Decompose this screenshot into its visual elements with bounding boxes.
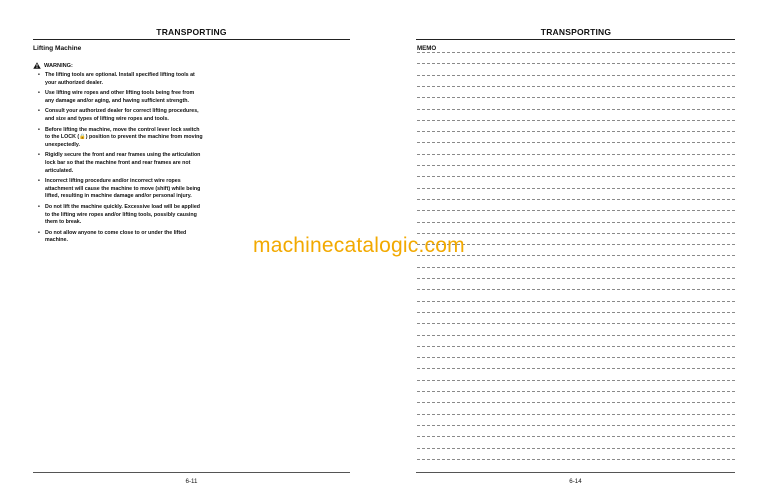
memo-line — [417, 312, 735, 313]
warning-item: • Do not lift the machine quickly. Excessive load will be applied to the lifting wire ropes and/or lifting tools, possibly causing them to break. — [38, 203, 201, 226]
memo-line — [417, 131, 735, 132]
warning-item: • The lifting tools are optional. Install specified lifting tools at your authorized dealer. — [38, 72, 195, 86]
memo-line — [417, 402, 735, 403]
bullet: • — [38, 152, 40, 159]
memo-line — [417, 357, 735, 358]
memo-line — [417, 222, 735, 223]
memo-line — [417, 120, 735, 121]
warning-triangle-icon — [33, 62, 41, 69]
memo-line — [417, 63, 735, 64]
memo-line — [417, 75, 735, 76]
memo-line — [417, 289, 735, 290]
footer-divider — [33, 472, 350, 473]
memo-line — [417, 335, 735, 336]
memo-line — [417, 391, 735, 392]
memo-line — [417, 97, 735, 98]
title-divider — [416, 39, 735, 40]
memo-line — [417, 142, 735, 143]
memo-line — [417, 109, 735, 110]
title-divider — [33, 39, 350, 40]
memo-line — [417, 323, 735, 324]
memo-line — [417, 52, 735, 53]
memo-line — [417, 165, 735, 166]
memo-line — [417, 86, 735, 87]
memo-line — [417, 448, 735, 449]
page-number: 6-14 — [569, 478, 582, 485]
memo-line — [417, 414, 735, 415]
memo-line — [417, 301, 735, 302]
subheading: Lifting Machine — [33, 45, 82, 52]
memo-lines — [417, 52, 735, 464]
warning-item: • Use lifting wire ropes and other lifting tools being free from any damage and/or aging, and having sufficient strength. — [38, 90, 195, 104]
warning-header — [33, 62, 73, 69]
watermark: machinecatalogic.com — [253, 234, 465, 257]
memo-line — [417, 199, 735, 200]
memo-line — [417, 176, 735, 177]
memo-line — [417, 210, 735, 211]
memo-line — [417, 459, 735, 460]
footer-divider — [416, 472, 735, 473]
memo-line — [417, 425, 735, 426]
warning-label: WARNING: — [44, 62, 73, 69]
section-title: TRANSPORTING — [540, 27, 612, 37]
memo-line — [417, 188, 735, 189]
warning-list — [38, 72, 203, 248]
memo-line — [417, 368, 735, 369]
warning-item: • Do not allow anyone to come close to or under the lifted machine. — [38, 229, 187, 244]
section-title: TRANSPORTING — [156, 27, 227, 37]
warning-item: • Consult your authorized dealer for correct lifting procedures, and size and types of lifting wire ropes and tools. — [38, 108, 199, 122]
page-number: 6-11 — [185, 478, 198, 485]
memo-line — [417, 380, 735, 381]
memo-line — [417, 436, 735, 437]
warning-item: • Before lifting the machine, move the control lever lock switch to the LOCK (🔒) position to prevent the machine from moving unexpectedly. — [38, 126, 203, 148]
memo-line — [417, 346, 735, 347]
bullet: • — [38, 90, 40, 97]
bullet: • — [38, 178, 40, 185]
bullet: • — [38, 72, 40, 78]
warning-item: • Rigidly secure the front and rear frames using the articulation lock bar so that the machine front and rear frames are not articulated. — [38, 152, 201, 174]
bullet: • — [38, 126, 40, 133]
memo-line — [417, 278, 735, 279]
warning-item: • Incorrect lifting procedure and/or incorrect wire ropes attachment will cause the machine to move (shift) while being lifted, resulting in machine damage and/or personal injury. — [38, 178, 201, 200]
bullet: • — [38, 203, 40, 210]
bullet: • — [38, 108, 40, 115]
bullet: • — [38, 229, 40, 236]
memo-line — [417, 154, 735, 155]
memo-label: MEMO — [417, 45, 437, 52]
memo-line — [417, 267, 735, 268]
